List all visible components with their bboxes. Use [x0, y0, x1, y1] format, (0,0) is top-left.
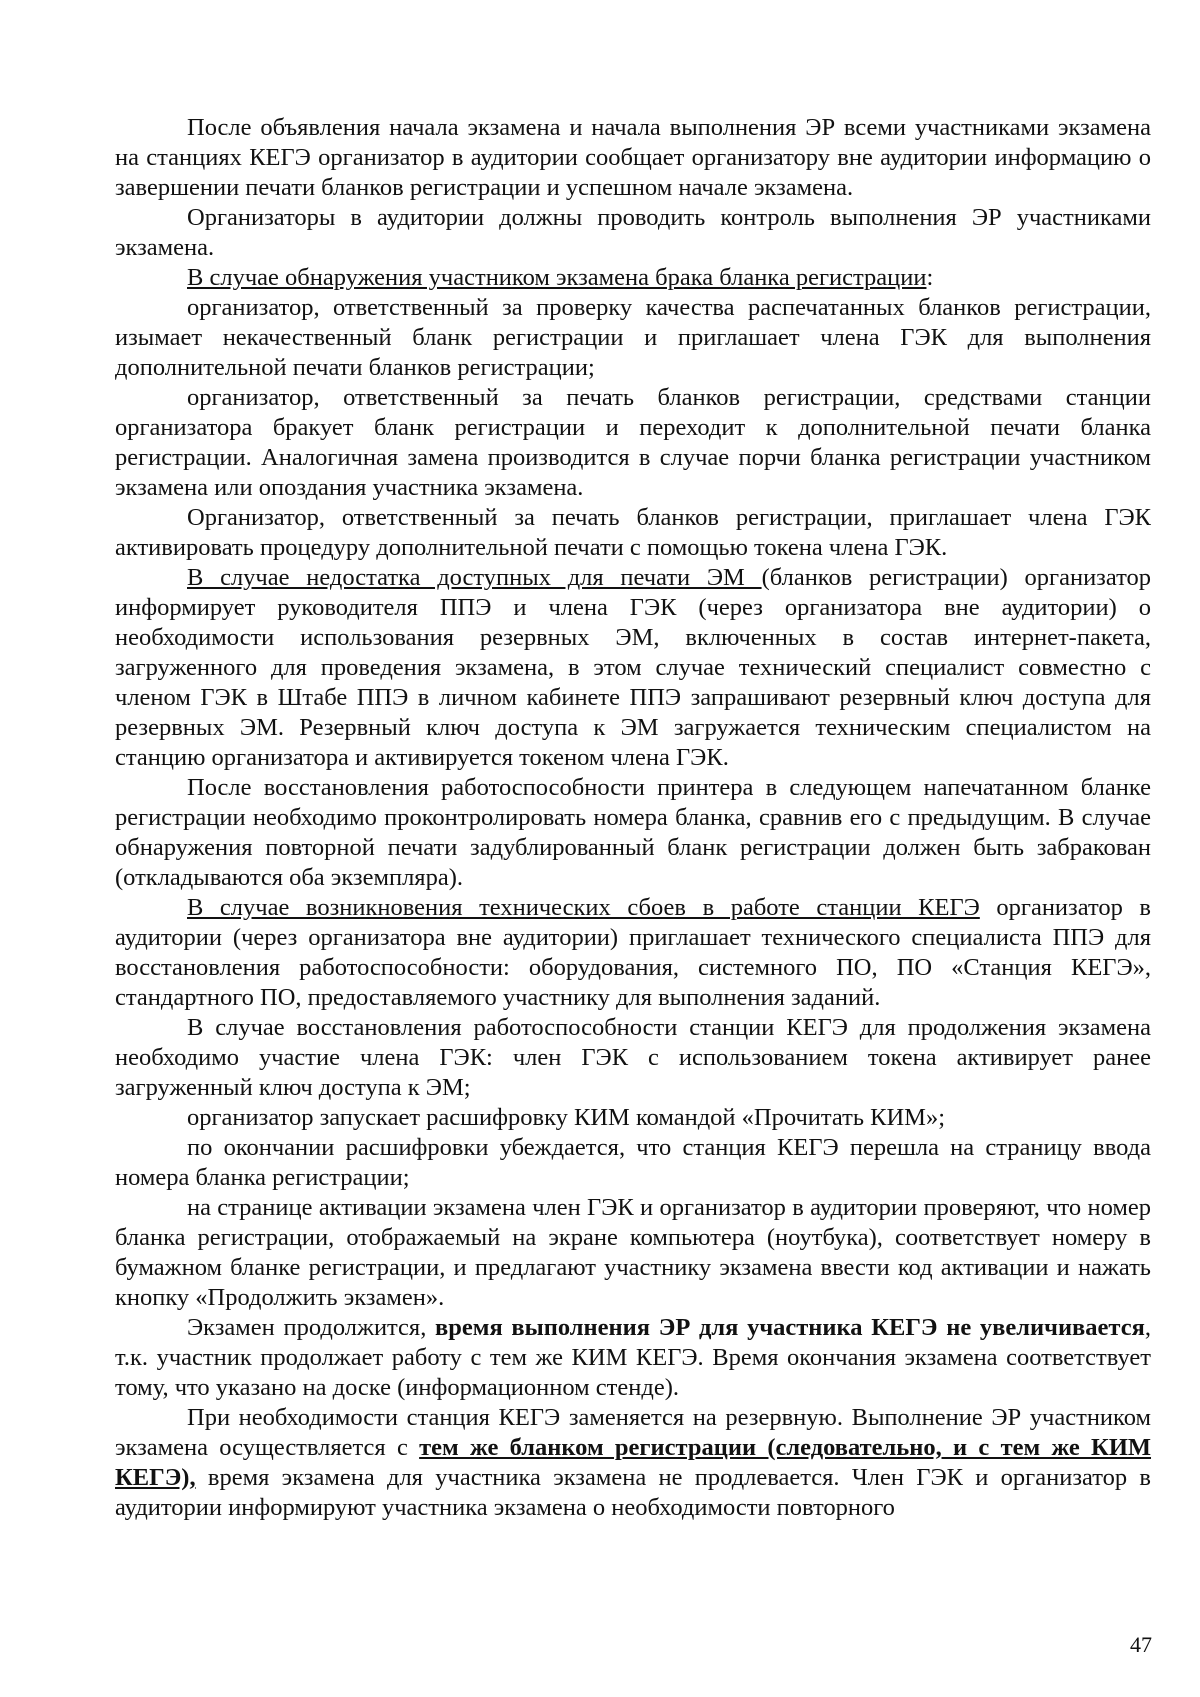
text-segment: В случае недостатка доступных для печати ЭМ	[187, 564, 762, 591]
document-body	[115, 113, 1151, 1523]
text-segment: Организатор, ответственный за печать бланков регистрации, приглашает члена ГЭК активировать процедуру дополнительной печати с помощью токена члена ГЭК.	[115, 504, 1151, 561]
text-segment: В случае возникновения технических сбоев в работе станции КЕГЭ	[187, 894, 980, 921]
text-segment: В случае обнаружения участником экзамена брака бланка регистрации	[187, 264, 927, 291]
text-segment: организатор в аудитории (через организатора вне аудитории) приглашает технического специалиста ППЭ для восстановления работоспособности: оборудования, системного ПО, ПО «Станция КЕГЭ», стандартного ПО, предоставляемого участнику для выполнения заданий.	[115, 894, 1151, 1011]
paragraph	[115, 113, 1151, 203]
text-segment: время экзамена для участника экзамена не продлевается. Член ГЭК и организатор в аудитории информируют участника экзамена о необходимости повторного	[115, 1464, 1151, 1521]
text-segment: на странице активации экзамена член ГЭК и организатор в аудитории проверяют, что номер бланка регистрации, отображаемый на экране компьютера (ноутбука), соответствует номеру в бумажном бланке регистрации, и предлагают участнику экзамена ввести код активации и нажать кнопку «Продолжить экзамен».	[115, 1194, 1151, 1311]
paragraph	[115, 203, 1151, 263]
paragraph	[115, 293, 1151, 383]
text-segment: После объявления начала экзамена и начала выполнения ЭР всеми участниками экзамена на станциях КЕГЭ организатор в аудитории сообщает организатору вне аудитории информацию о завершении печати бланков регистрации и успешном начале экзамена.	[115, 114, 1151, 201]
paragraph	[115, 1013, 1151, 1103]
paragraph	[115, 563, 1151, 773]
text-segment: В случае восстановления работоспособности станции КЕГЭ для продолжения экзамена необходимо участие члена ГЭК: член ГЭК с использованием токена активирует ранее загруженный ключ доступа к ЭМ;	[115, 1014, 1151, 1101]
paragraph	[115, 893, 1151, 1013]
paragraph	[115, 263, 1151, 293]
page-number: 47	[1130, 1632, 1152, 1657]
text-segment: организатор запускает расшифровку КИМ командой «Прочитать КИМ»;	[187, 1104, 946, 1131]
text-segment: Экзамен продолжится,	[187, 1314, 436, 1341]
paragraph	[115, 1133, 1151, 1193]
paragraph	[115, 503, 1151, 563]
paragraph	[115, 1403, 1151, 1523]
paragraph	[115, 1313, 1151, 1403]
text-segment: время выполнения ЭР для участника КЕГЭ не увеличивается	[435, 1314, 1145, 1341]
paragraph	[115, 773, 1151, 893]
paragraph	[115, 1103, 1151, 1133]
paragraph	[115, 383, 1151, 503]
text-segment: организатор, ответственный за проверку качества распечатанных бланков регистрации, изымает некачественный бланк регистрации и приглашает члена ГЭК для выполнения дополнительной печати бланков регистрации;	[115, 294, 1151, 381]
text-segment: тем же бланком регистрации (следовательно, и с тем же КИМ КЕГЭ),	[115, 1434, 1152, 1491]
text-segment: , т.к. участник продолжает работу с тем же КИМ КЕГЭ. Время окончания экзамена соответствует тому, что указано на доске (информационном стенде).	[115, 1314, 1152, 1401]
paragraph	[115, 1193, 1151, 1313]
text-segment: :	[926, 264, 934, 291]
text-segment: При необходимости станция КЕГЭ заменяется на резервную. Выполнение ЭР участником экзамена осуществляется с	[115, 1404, 1151, 1461]
text-segment: по окончании расшифровки убеждается, что станция КЕГЭ перешла на страницу ввода номера бланка регистрации;	[115, 1134, 1151, 1191]
text-segment: Организаторы в аудитории должны проводить контроль выполнения ЭР участниками экзамена.	[115, 204, 1151, 261]
text-segment: (бланков регистрации) организатор информирует руководителя ППЭ и члена ГЭК (через организатора вне аудитории) о необходимости использования резервных ЭМ, включенных в состав интернет-пакета, загруженного для проведения экзамена, в этом случае технический специалист совместно с членом ГЭК в Штабе ППЭ в личном кабинете ППЭ запрашивают резервный ключ доступа для резервных ЭМ. Резервный ключ доступа к ЭМ загружается техническим специалистом на станцию организатора и активируется токеном члена ГЭК.	[115, 564, 1151, 771]
text-segment: После восстановления работоспособности принтера в следующем напечатанном бланке регистрации необходимо проконтролировать номера бланка, сравнив его с предыдущим. В случае обнаружения повторной печати задублированный бланк регистрации должен быть забракован (откладываются оба экземпляра).	[115, 774, 1151, 891]
text-segment: организатор, ответственный за печать бланков регистрации, средствами станции организатора бракует бланк регистрации и переходит к дополнительной печати бланка регистрации. Аналогичная замена производится в случае порчи бланка регистрации участником экзамена или опоздания участника экзамена.	[115, 384, 1151, 501]
